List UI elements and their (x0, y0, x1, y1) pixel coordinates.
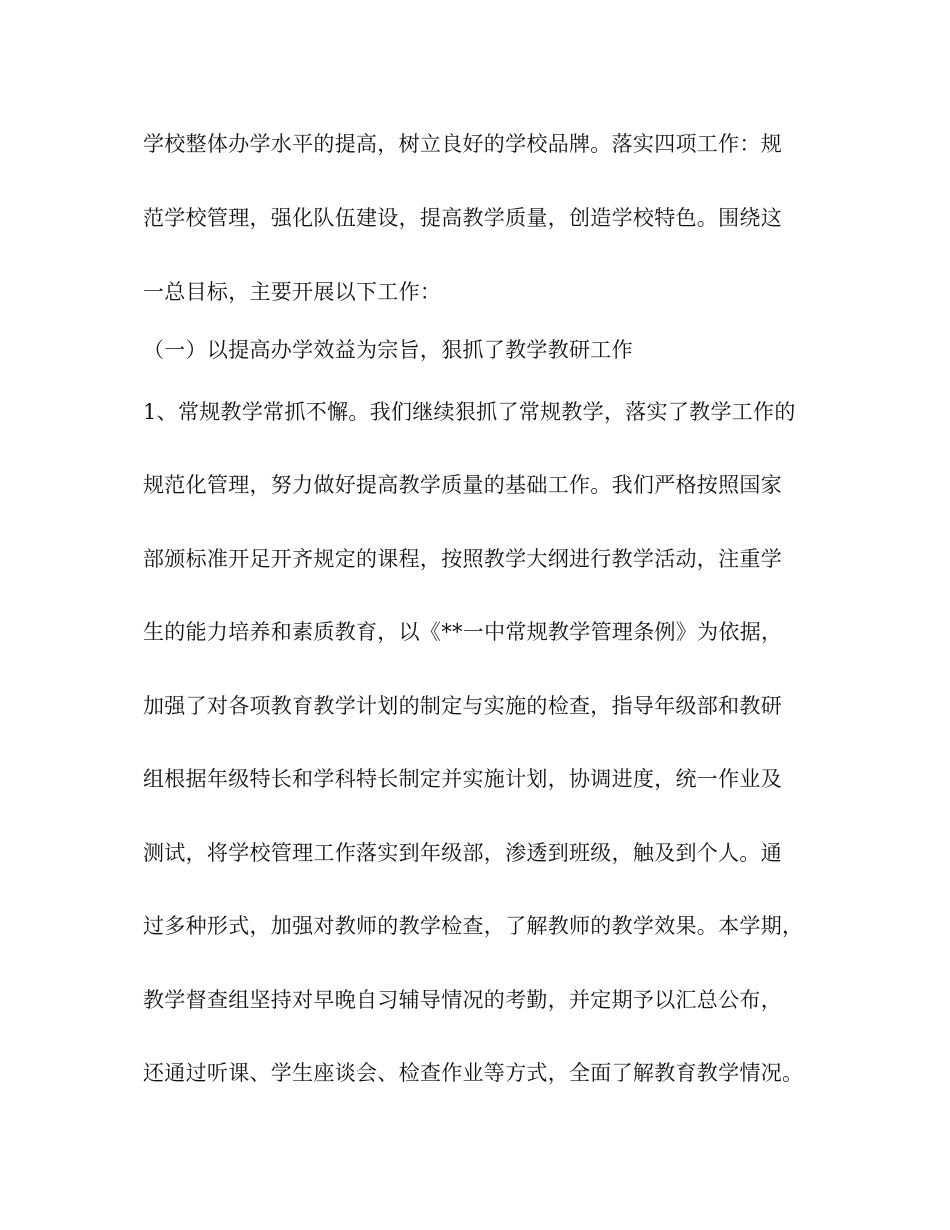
paragraph-line: 还通过听课、学生座谈会、检查作业等方式，全面了解教育教学情况。 (143, 1061, 804, 1085)
paragraph-line: 加强了对各项教育教学计划的制定与实施的检查，指导年级部和教研 (143, 694, 782, 718)
paragraph-line: 生的能力培养和素质教育，以《**一中常规教学管理条例》为依据， (143, 620, 783, 644)
paragraph-line: 一总目标，主要开展以下工作： (143, 280, 442, 304)
paragraph-line: 教学督查组坚持对早晚自习辅导情况的考勤，并定期予以汇总公布， (143, 988, 782, 1012)
paragraph-line: 规范化管理，努力做好提高教学质量的基础工作。我们严格按照国家 (143, 473, 782, 497)
section-heading: （一）以提高办学效益为宗旨，狠抓了教学教研工作 (143, 338, 633, 362)
paragraph-line: 1、常规教学常抓不懈。我们继续狠抓了常规教学，落实了教学工作的 (143, 400, 796, 424)
paragraph-line: 部颁标准开足开齐规定的课程，按照教学大纲进行教学活动，注重学 (143, 547, 782, 571)
paragraph-line: 测试，将学校管理工作落实到年级部，渗透到班级，触及到个人。通 (143, 841, 782, 865)
paragraph-line: 范学校管理，强化队伍建设，提高教学质量，创造学校特色。围绕这 (143, 206, 782, 230)
paragraph-line: 组根据年级特长和学科特长制定并实施计划，协调进度，统一作业及 (143, 767, 782, 791)
paragraph-line: 学校整体办学水平的提高，树立良好的学校品牌。落实四项工作：规 (143, 132, 782, 156)
paragraph-line: 过多种形式，加强对教师的教学检查，了解教师的教学效果。本学期， (143, 914, 804, 938)
